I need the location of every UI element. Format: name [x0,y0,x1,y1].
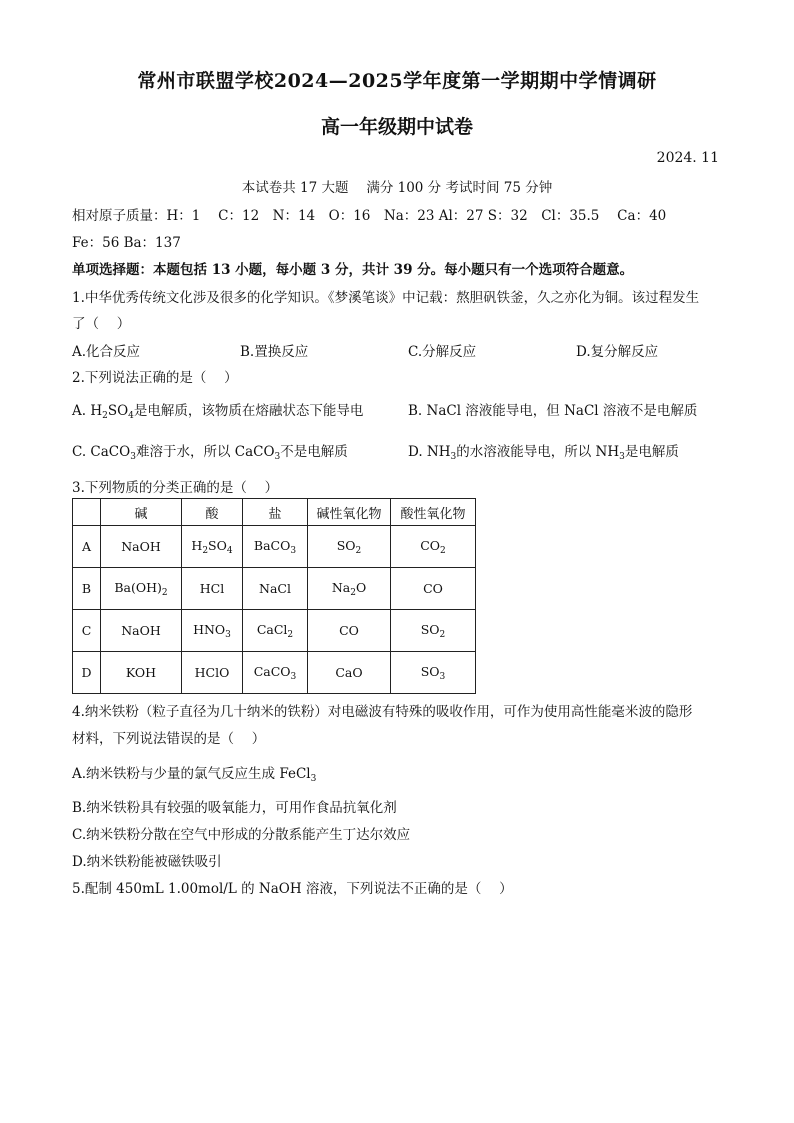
row-label: D [73,652,101,694]
salt-cell: BaCO$_3$ [243,526,308,568]
base-cell: $Ba(OH)_2$ [101,568,182,610]
base-cell: NaOH [101,610,182,652]
q2-option-a: A. $H_2SO_4$是电解质，该物质在熔融状态下能导电 [72,403,364,421]
base-cell: KOH [101,652,182,694]
q5-stem: 5.配制 450mL 1.00mol/L 的 NaOH 溶液，下列说法不正确的是（ ） [72,881,513,897]
section-heading: 单项选择题：本题包括 13 小题，每小题 3 分，共计 39 分。每小题只有一个选项符合题意。 [72,262,634,278]
q2-option-b: B. NaCl 溶液能导电，但 NaCl 溶液不是电解质 [408,403,698,419]
exam-date: 2024. 11 [656,150,719,166]
q3-stem: 3.下列物质的分类正确的是（ ） [72,480,279,496]
acidic-oxide-cell: $SO_3$ [391,652,476,694]
salt-cell: CaCO$_3$ [243,652,308,694]
table-row [73,526,476,568]
basic-oxide-cell: CaO [308,652,391,694]
basic-oxide-cell: $Na_2O$ [308,568,391,610]
acid-cell: $HNO_3$ [182,610,243,652]
table-row [73,652,476,694]
table-header-cell: 碱 [101,499,182,526]
table-header-cell: 酸 [182,499,243,526]
q2-stem: 2.下列说法正确的是（ ） [72,370,238,386]
salt-cell: NaCl [243,568,308,610]
q4-option-b: B.纳米铁粉具有较强的吸氧能力，可用作食品抗氧化剂 [72,800,397,816]
q4-stem-line-1: 4.纳米铁粉（粒子直径为几十纳米的铁粉）对电磁波有特殊的吸收作用，可作为使用高性能毫米波的隐形 [72,704,693,720]
base-cell: NaOH [101,526,182,568]
table-row [73,610,476,652]
q1-stem-line-1: 1.中华优秀传统文化涉及很多的化学知识。《梦溪笔谈》中记载：熬胆矾铁釜，久之亦化为铜。该过程发生 [72,290,700,306]
row-label: A [73,526,101,568]
q1-stem-line-2: 了（ ） [72,316,131,332]
q2-option-c: C. CaCO$_3$难溶于水，所以 CaCO$_3$不是电解质 [72,444,348,462]
q2-option-d: D. $NH_3$的水溶液能导电，所以 $NH_3$是电解质 [408,444,679,462]
q4-option-c: C.纳米铁粉分散在空气中形成的分散系能产生丁达尔效应 [72,827,411,843]
acid-cell: HCl [182,568,243,610]
classification-table [72,498,476,694]
acid-cell: $H_2SO_4$ [182,526,243,568]
table-header-cell: 碱性氧化物 [308,499,391,526]
q4-stem-line-2: 材料，下列说法错误的是（ ） [72,731,266,747]
exam-summary: 本试卷共 17 大题 满分 100 分 考试时间 75 分钟 [241,180,553,196]
atomic-masses-line-1: 相对原子质量：H：1 C：12 N：14 O：16 Na：23 Al：27 S：32 Cl：35.5 Ca：40 [72,208,667,224]
acid-cell: HClO [182,652,243,694]
basic-oxide-cell: $SO_2$ [308,526,391,568]
acidic-oxide-cell: $CO_2$ [391,526,476,568]
q1-option-b: B.置换反应 [240,344,309,360]
salt-cell: CaCl$_2$ [243,610,308,652]
table-header-cell: 盐 [243,499,308,526]
q1-option-d: D.复分解反应 [576,344,659,360]
q4-option-a: A.纳米铁粉与少量的氯气反应生成 FeCl$_3$ [72,766,317,784]
table-header-row [73,499,476,526]
row-label: C [73,610,101,652]
q1-option-a: A.化合反应 [72,344,141,360]
q4-option-d: D.纳米铁粉能被磁铁吸引 [72,854,222,870]
exam-subtitle: 高一年级期中试卷 [320,116,473,138]
acidic-oxide-cell: $SO_2$ [391,610,476,652]
row-label: B [73,568,101,610]
q1-option-c: C.分解反应 [408,344,477,360]
acidic-oxide-cell: CO [391,568,476,610]
table-row [73,568,476,610]
table-header-cell [73,499,101,526]
table-header-cell: 酸性氧化物 [391,499,476,526]
basic-oxide-cell: CO [308,610,391,652]
exam-title: 常州市联盟学校2024—2025学年度第一学期期中学情调研 [137,70,657,92]
atomic-masses-line-2: Fe：56 Ba：137 [72,235,181,251]
